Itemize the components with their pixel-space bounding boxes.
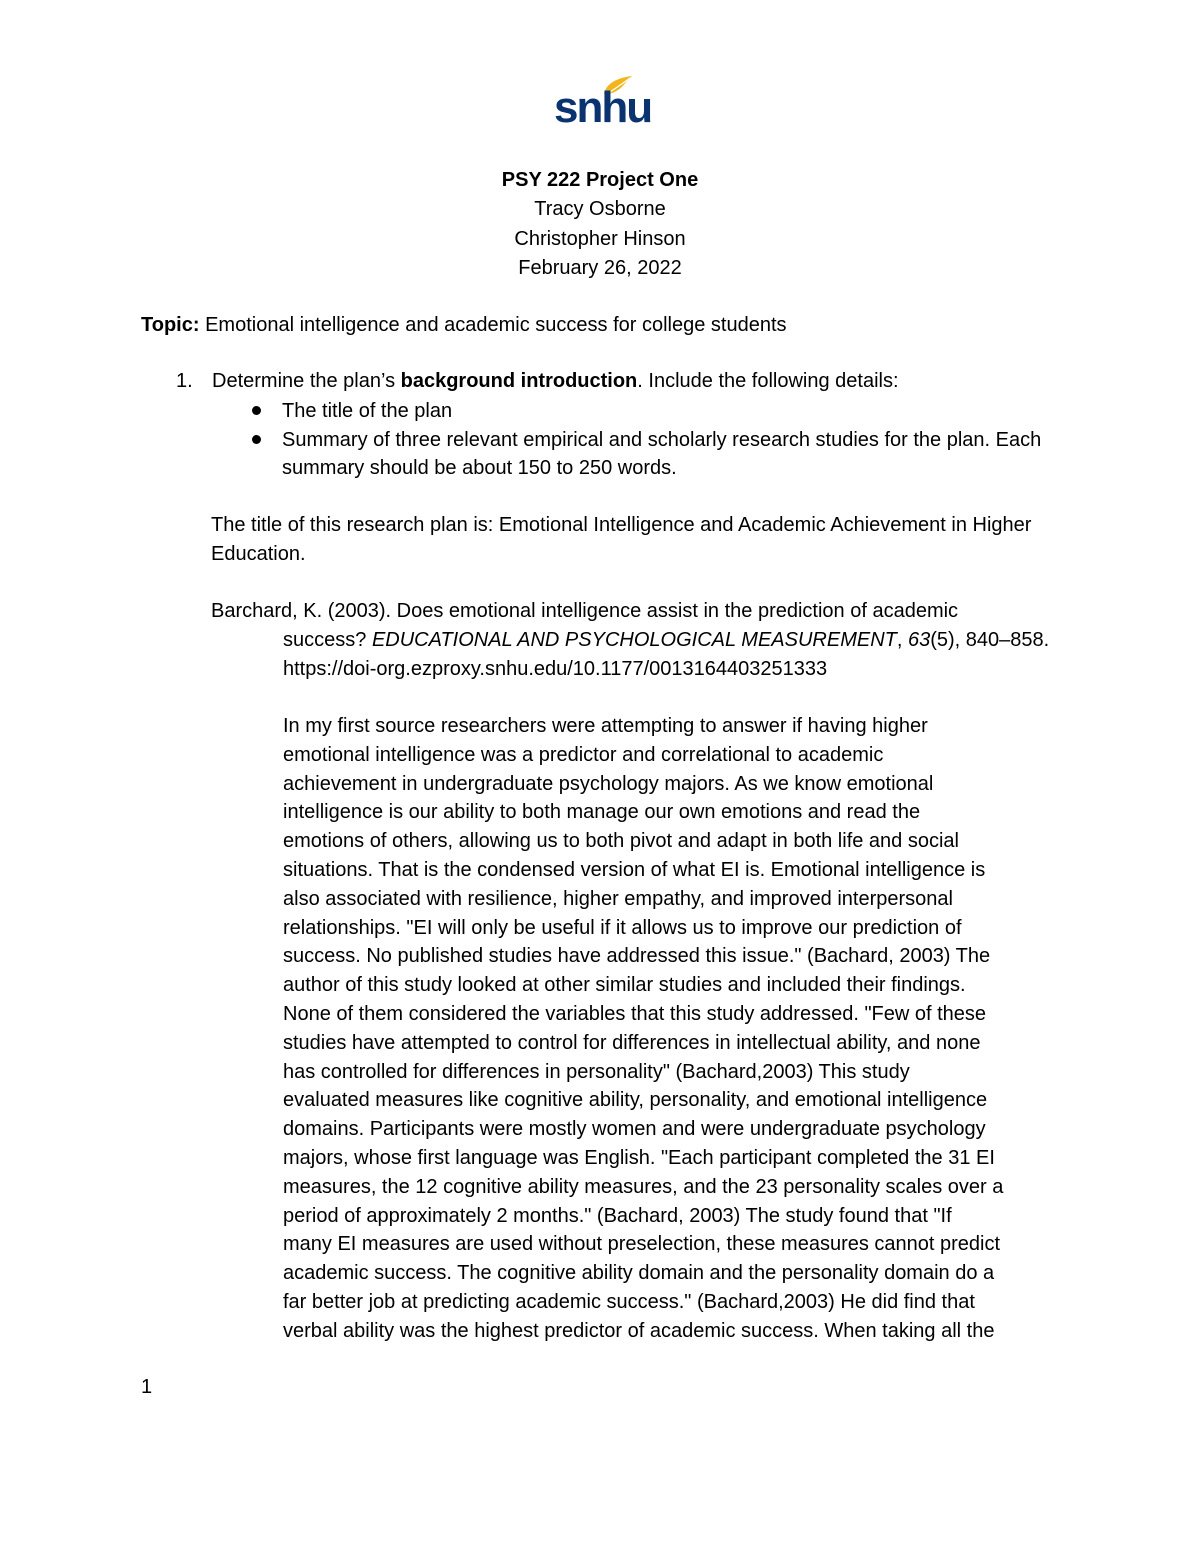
summary-line: In my first source researchers were attempting to answer if having higher bbox=[283, 715, 928, 737]
page-number: 1 bbox=[141, 1376, 153, 1398]
logo-wordmark: snhu bbox=[554, 83, 652, 132]
topic-text: Emotional intelligence and academic success for college students bbox=[205, 314, 787, 336]
summary-paragraph bbox=[283, 712, 1073, 1346]
summary-line: measures, the 12 cognitive ability measures, and the 23 personality scales over a bbox=[283, 1175, 1004, 1198]
item-text bbox=[212, 367, 899, 396]
summary-line: studies have attempted to control for differences in intellectual ability, and none bbox=[283, 1031, 981, 1054]
summary-line: None of them considered the variables that this study addressed. "Few of these bbox=[283, 1002, 987, 1025]
summary-line: emotional intelligence was a predictor and correlational to academic bbox=[283, 743, 884, 766]
summary-line: academic success. The cognitive ability domain and the personality domain do a bbox=[283, 1262, 995, 1285]
author-name: Tracy Osborne bbox=[534, 198, 666, 221]
summary-line: period of approximately 2 months." (Bachard, 2003) The study found that "If bbox=[283, 1204, 952, 1227]
bullet-item bbox=[246, 397, 1066, 426]
reference-citation bbox=[211, 597, 1071, 683]
journal-name: EDUCATIONAL AND PSYCHOLOGICAL MEASUREMENT bbox=[371, 628, 897, 651]
summary-line: relationships. "EI will only be useful if it allows us to improve our prediction of bbox=[283, 916, 962, 939]
topic-label: Topic: bbox=[141, 314, 200, 336]
plan-title-paragraph: The title of this research plan is: Emotional Intelligence and Academic Achievement in Higher Education. bbox=[211, 514, 1032, 565]
summary-line: majors, whose first language was English. "Each participant completed the 31 EI bbox=[283, 1146, 995, 1169]
bullet-text: Summary of three relevant empirical and scholarly research studies for the plan. Each summary should be about 150 to 250 words. bbox=[282, 428, 1042, 479]
summary-line: far better job at predicting academic success." (Bachard,2003) He did find that bbox=[283, 1290, 975, 1313]
reference-doi: https://doi-org.ezproxy.snhu.edu/10.1177/0013164403251333 bbox=[283, 657, 828, 680]
bullet-text: The title of the plan bbox=[282, 400, 453, 422]
reference-line-2 bbox=[211, 626, 1071, 655]
summary-line: emotions of others, allowing us to both pivot and adapt in both life and social bbox=[283, 830, 959, 853]
document-header bbox=[0, 166, 1200, 283]
summary-line: author of this study looked at other similar studies and included their findings. bbox=[283, 974, 966, 997]
bullet-list bbox=[246, 397, 1066, 483]
item-bold: background introduction bbox=[400, 370, 638, 392]
summary-line: intelligence is our ability to both manage our own emotions and read the bbox=[283, 801, 921, 824]
summary-line: domains. Participants were mostly women and were undergraduate psychology bbox=[283, 1118, 986, 1141]
summary-line: success. No published studies have addressed this issue." (Bachard, 2003) The bbox=[283, 945, 991, 968]
summary-line: many EI measures are used without preselection, these measures cannot predict bbox=[283, 1233, 1001, 1256]
bullet-dot-icon bbox=[252, 406, 261, 415]
summary-line: evaluated measures like cognitive ability, personality, and emotional intelligence bbox=[283, 1089, 988, 1112]
reference-text: (5), 840–858. bbox=[930, 628, 1050, 651]
bullet-item bbox=[246, 426, 1066, 483]
summary-line: situations. That is the condensed version of what EI is. Emotional intelligence is bbox=[283, 858, 986, 881]
summary-line: achievement in undergraduate psychology majors. As we know emotional bbox=[283, 772, 934, 795]
reference-line-1: Barchard, K. (2003). Does emotional intelligence assist in the prediction of academic bbox=[211, 600, 959, 622]
instructor-name: Christopher Hinson bbox=[514, 227, 686, 250]
journal-volume: 63 bbox=[907, 628, 931, 651]
reference-text: success? bbox=[283, 628, 372, 651]
snhu-logo bbox=[552, 72, 652, 136]
topic-line bbox=[141, 311, 787, 340]
summary-line: has controlled for differences in personality" (Bachard,2003) This study bbox=[283, 1060, 910, 1083]
reference-text: , bbox=[896, 628, 908, 651]
item-number: 1. bbox=[176, 370, 193, 392]
bullet-dot-icon bbox=[252, 435, 261, 444]
summary-line: also associated with resilience, higher empathy, and improved interpersonal bbox=[283, 887, 953, 910]
item-tail: . Include the following details: bbox=[637, 370, 899, 392]
item-lead: Determine the plan’s bbox=[212, 370, 401, 392]
document-title: PSY 222 Project One bbox=[501, 169, 699, 191]
summary-line: verbal ability was the highest predictor of academic success. When taking all the bbox=[283, 1319, 995, 1342]
document-date: February 26, 2022 bbox=[518, 256, 682, 279]
